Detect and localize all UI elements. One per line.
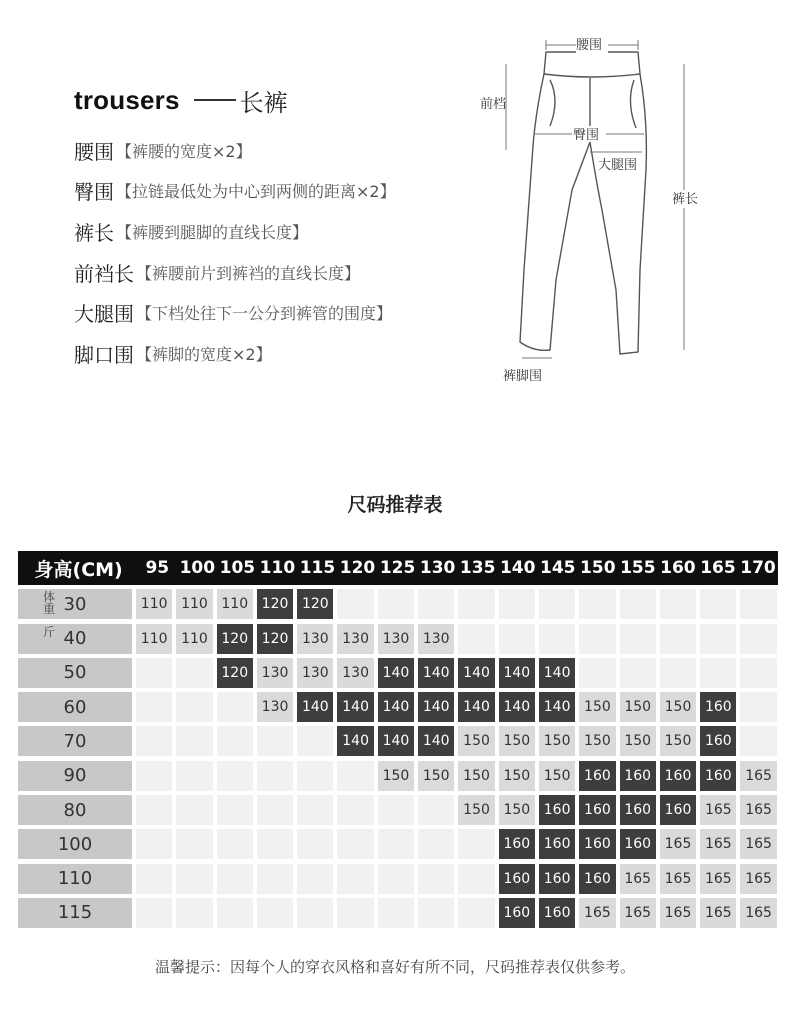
size-cell: 140: [418, 658, 454, 688]
weight-value: 30: [63, 593, 87, 615]
size-cell: 150: [458, 726, 494, 756]
height-header-cell: 100: [179, 558, 216, 578]
table-row: [18, 761, 778, 791]
table-row: [18, 829, 778, 859]
size-cell: 160: [499, 898, 535, 928]
size-cell: [297, 829, 333, 859]
size-cell: 160: [620, 795, 656, 825]
size-cell: [176, 864, 212, 894]
size-cell: 150: [499, 795, 535, 825]
table-row: [18, 726, 778, 756]
size-cell: [740, 726, 776, 756]
size-cell: 140: [539, 692, 575, 722]
size-cell: 150: [499, 761, 535, 791]
height-header-cell: 95: [145, 558, 170, 578]
size-cell: [418, 589, 454, 619]
size-cell: 150: [539, 761, 575, 791]
weight-label: [18, 864, 132, 894]
size-cell: [176, 898, 212, 928]
size-cell: [136, 795, 172, 825]
weight-value: 70: [63, 730, 87, 752]
size-cell: [217, 795, 253, 825]
size-cell: 160: [620, 829, 656, 859]
size-cell: 140: [458, 692, 494, 722]
trousers-diagram: [470, 30, 710, 390]
weight-label: [18, 624, 132, 654]
size-cell: 140: [378, 726, 414, 756]
size-cell: [217, 726, 253, 756]
size-cell: [136, 658, 172, 688]
size-cell: [418, 829, 454, 859]
size-cell: [136, 864, 172, 894]
size-cell: 130: [297, 658, 333, 688]
thigh-label: 大腿围: [598, 158, 638, 173]
size-cell: 150: [378, 761, 414, 791]
size-cell: 150: [458, 761, 494, 791]
size-cell: [458, 898, 494, 928]
height-header-cell: 130: [419, 558, 456, 578]
size-cell: [136, 829, 172, 859]
size-cell: 165: [740, 898, 776, 928]
size-cell: 165: [579, 898, 615, 928]
size-cell: 110: [136, 624, 172, 654]
size-cell: 160: [539, 864, 575, 894]
size-cell: 140: [378, 692, 414, 722]
size-cell: 160: [539, 795, 575, 825]
height-header-cell: 155: [620, 558, 656, 578]
size-cell: [176, 829, 212, 859]
title-english: trousers: [74, 84, 180, 115]
size-cell: 160: [700, 726, 736, 756]
size-cell: [337, 898, 373, 928]
size-cell: 165: [700, 795, 736, 825]
size-cell: [418, 795, 454, 825]
trousers-outline: [520, 74, 646, 354]
size-cell: 140: [458, 658, 494, 688]
length-label: 裤长: [672, 192, 699, 207]
size-cell: [217, 829, 253, 859]
size-cell: 165: [740, 761, 776, 791]
size-cell: [378, 589, 414, 619]
weight-value: 80: [63, 799, 87, 821]
height-header-cell: 170: [740, 558, 776, 578]
left-pocket: [550, 80, 555, 126]
height-header-cell: 160: [660, 558, 696, 578]
definition-desc: 【裤脚的宽度×2】: [136, 344, 272, 364]
waist-label: 腰围: [576, 38, 603, 53]
size-cell: 160: [660, 761, 696, 791]
height-header-cell: 145: [540, 558, 576, 578]
size-cell: [257, 829, 293, 859]
weight-unit-label: 体重: [42, 590, 55, 617]
size-cell: 165: [700, 864, 736, 894]
table-row: [18, 589, 778, 619]
size-cell: 150: [660, 726, 696, 756]
definition-term: 大腿围: [74, 302, 134, 327]
size-cell: [740, 624, 776, 654]
height-header-cell: 125: [379, 558, 416, 578]
size-cell: [337, 864, 373, 894]
size-cell: [579, 624, 615, 654]
size-cell: [337, 761, 373, 791]
definition-item: [74, 333, 494, 374]
size-cell: 150: [620, 726, 656, 756]
size-cell: 120: [217, 624, 253, 654]
size-cell: 140: [418, 726, 454, 756]
size-cell: [257, 795, 293, 825]
definition-term: 裤长: [74, 220, 114, 245]
weight-label: [18, 761, 132, 791]
size-cell: [378, 864, 414, 894]
size-cell: 140: [337, 692, 373, 722]
size-cell: 130: [337, 658, 373, 688]
size-cell: [136, 898, 172, 928]
weight-label: [18, 726, 132, 756]
size-cell: 160: [700, 761, 736, 791]
size-cell: 140: [297, 692, 333, 722]
size-cell: [499, 589, 535, 619]
size-cell: 165: [660, 898, 696, 928]
weight-value: 90: [63, 765, 87, 787]
size-cell: 160: [620, 761, 656, 791]
size-chart-title: 尺码推荐表: [347, 494, 443, 516]
size-cell: 165: [740, 829, 776, 859]
size-cell: [257, 726, 293, 756]
size-chart-table: [18, 551, 778, 928]
size-cell: [337, 589, 373, 619]
size-cell: [539, 589, 575, 619]
weight-value: 100: [57, 833, 93, 855]
weight-label: [18, 658, 132, 688]
definition-item: [74, 171, 494, 212]
size-cell: 130: [297, 624, 333, 654]
size-cell: 160: [539, 898, 575, 928]
table-row: [18, 624, 778, 654]
measurement-definitions: [74, 130, 494, 374]
size-cell: 165: [660, 829, 696, 859]
hem-label: 裤脚围: [503, 369, 543, 384]
size-cell: [176, 658, 212, 688]
definition-desc: 【裤腰到腿脚的直线长度】: [116, 222, 309, 242]
front-rise-label: 前档: [480, 97, 507, 112]
size-cell: [297, 898, 333, 928]
size-cell: 140: [539, 658, 575, 688]
size-cell: 165: [620, 898, 656, 928]
size-cell: 150: [458, 795, 494, 825]
definition-item: [74, 292, 494, 333]
size-cell: [458, 864, 494, 894]
size-cell: [700, 624, 736, 654]
size-chart-header-row: [18, 551, 778, 585]
size-cell: 165: [700, 829, 736, 859]
size-cell: [660, 624, 696, 654]
definition-desc: 【拉链最低处为中心到两侧的距离×2】: [116, 182, 396, 202]
page-title: [74, 80, 288, 120]
size-cell: 165: [620, 864, 656, 894]
size-cell: 150: [660, 692, 696, 722]
height-header-cell: 115: [299, 558, 336, 578]
size-cell: [620, 624, 656, 654]
size-cell: [176, 761, 212, 791]
table-row: [18, 898, 778, 928]
size-cell: 160: [660, 795, 696, 825]
size-cell: [700, 589, 736, 619]
size-cell: [660, 658, 696, 688]
size-cell: 140: [378, 658, 414, 688]
weight-label: [18, 795, 132, 825]
size-cell: [458, 589, 494, 619]
size-cell: 165: [740, 864, 776, 894]
size-cell: 120: [257, 624, 293, 654]
weight-label: [18, 829, 132, 859]
size-cell: [176, 795, 212, 825]
definition-desc: 【下档处往下一公分到裤管的围度】: [136, 304, 393, 324]
size-cell: 165: [700, 898, 736, 928]
size-cell: 120: [297, 589, 333, 619]
definition-desc: 【裤腰前片到裤裆的直线长度】: [136, 263, 361, 283]
size-cell: 165: [660, 864, 696, 894]
size-cell: [176, 692, 212, 722]
size-cell: 140: [499, 658, 535, 688]
size-cell: 120: [217, 658, 253, 688]
size-cell: [337, 829, 373, 859]
size-cell: [539, 624, 575, 654]
hip-label: 臀围: [573, 128, 600, 143]
table-row: [18, 864, 778, 894]
table-row: [18, 658, 778, 688]
height-header-cell: 120: [339, 558, 376, 578]
height-header-cell: 105: [219, 558, 256, 578]
weight-value: 50: [63, 662, 87, 684]
height-header-cell: 150: [580, 558, 616, 578]
size-cell: [176, 726, 212, 756]
size-cell: 130: [257, 658, 293, 688]
size-cell: [217, 864, 253, 894]
size-cell: 120: [257, 589, 293, 619]
weight-label: [18, 692, 132, 722]
size-cell: [499, 624, 535, 654]
definition-term: 脚口围: [74, 342, 134, 367]
size-cell: 140: [337, 726, 373, 756]
weight-value: 115: [57, 902, 93, 924]
size-cell: [217, 692, 253, 722]
size-cell: 160: [579, 795, 615, 825]
waistband-shape: [544, 52, 640, 77]
definition-term: 臀围: [74, 180, 114, 205]
size-cell: [579, 589, 615, 619]
size-cell: 140: [499, 692, 535, 722]
weight-value: 40: [63, 628, 87, 650]
size-cell: 130: [337, 624, 373, 654]
size-cell: [297, 761, 333, 791]
size-cell: [217, 761, 253, 791]
size-cell: 160: [579, 761, 615, 791]
right-pocket: [630, 80, 636, 128]
size-cell: 110: [176, 589, 212, 619]
size-cell: [418, 864, 454, 894]
size-cell: [620, 589, 656, 619]
size-cell: [418, 898, 454, 928]
size-cell: [458, 829, 494, 859]
weight-value: 60: [63, 696, 87, 718]
size-cell: [740, 692, 776, 722]
size-cell: [257, 864, 293, 894]
size-cell: 130: [257, 692, 293, 722]
size-cell: 150: [418, 761, 454, 791]
size-cell: [700, 658, 736, 688]
size-cell: 150: [579, 726, 615, 756]
size-cell: [458, 624, 494, 654]
weight-value: 110: [57, 868, 93, 890]
height-header-label: 身高(CM): [34, 558, 123, 581]
size-cell: 160: [499, 864, 535, 894]
size-cell: [378, 795, 414, 825]
size-cell: 165: [740, 795, 776, 825]
size-cell: 160: [700, 692, 736, 722]
definition-term: 腰围: [74, 139, 114, 164]
size-cell: [337, 795, 373, 825]
size-cell: [257, 761, 293, 791]
size-cell: 140: [418, 692, 454, 722]
size-cell: 130: [378, 624, 414, 654]
size-cell: [620, 658, 656, 688]
size-cell: 110: [136, 589, 172, 619]
definition-item: [74, 211, 494, 252]
weight-unit-label: 斤: [42, 624, 55, 639]
size-cell: 150: [499, 726, 535, 756]
title-chinese: 长裤: [239, 88, 288, 117]
size-cell: [378, 829, 414, 859]
size-cell: 110: [217, 589, 253, 619]
definition-item: [74, 130, 494, 171]
size-cell: 150: [579, 692, 615, 722]
title-dash: [194, 99, 236, 101]
size-cell: [297, 726, 333, 756]
size-cell: [297, 864, 333, 894]
size-cell: [378, 898, 414, 928]
size-cell: [257, 898, 293, 928]
size-cell: [136, 761, 172, 791]
size-cell: [740, 658, 776, 688]
tip-text: 温馨提示：因每个人的穿衣风格和喜好有所不同，尺码推荐表仅供参考。: [154, 958, 635, 976]
size-cell: [740, 589, 776, 619]
size-cell: 160: [499, 829, 535, 859]
height-header-cell: 165: [700, 558, 736, 578]
definition-desc: 【裤腰的宽度×2】: [116, 141, 252, 161]
size-cell: [297, 795, 333, 825]
size-cell: [579, 658, 615, 688]
weight-label: [18, 898, 132, 928]
table-row: [18, 692, 778, 722]
size-cell: 130: [418, 624, 454, 654]
size-cell: [660, 589, 696, 619]
size-cell: 160: [539, 829, 575, 859]
size-cell: [136, 692, 172, 722]
height-header-cell: 140: [499, 558, 536, 578]
size-cell: 110: [176, 624, 212, 654]
height-header-cell: 110: [259, 558, 296, 578]
size-cell: 160: [579, 829, 615, 859]
definition-item: [74, 252, 494, 293]
size-cell: [136, 726, 172, 756]
definition-term: 前裆长: [74, 261, 134, 286]
size-cell: [217, 898, 253, 928]
table-row: [18, 795, 778, 825]
size-cell: 150: [620, 692, 656, 722]
size-cell: 150: [539, 726, 575, 756]
weight-label: [18, 589, 132, 619]
size-cell: 160: [579, 864, 615, 894]
height-header-cell: 135: [459, 558, 496, 578]
